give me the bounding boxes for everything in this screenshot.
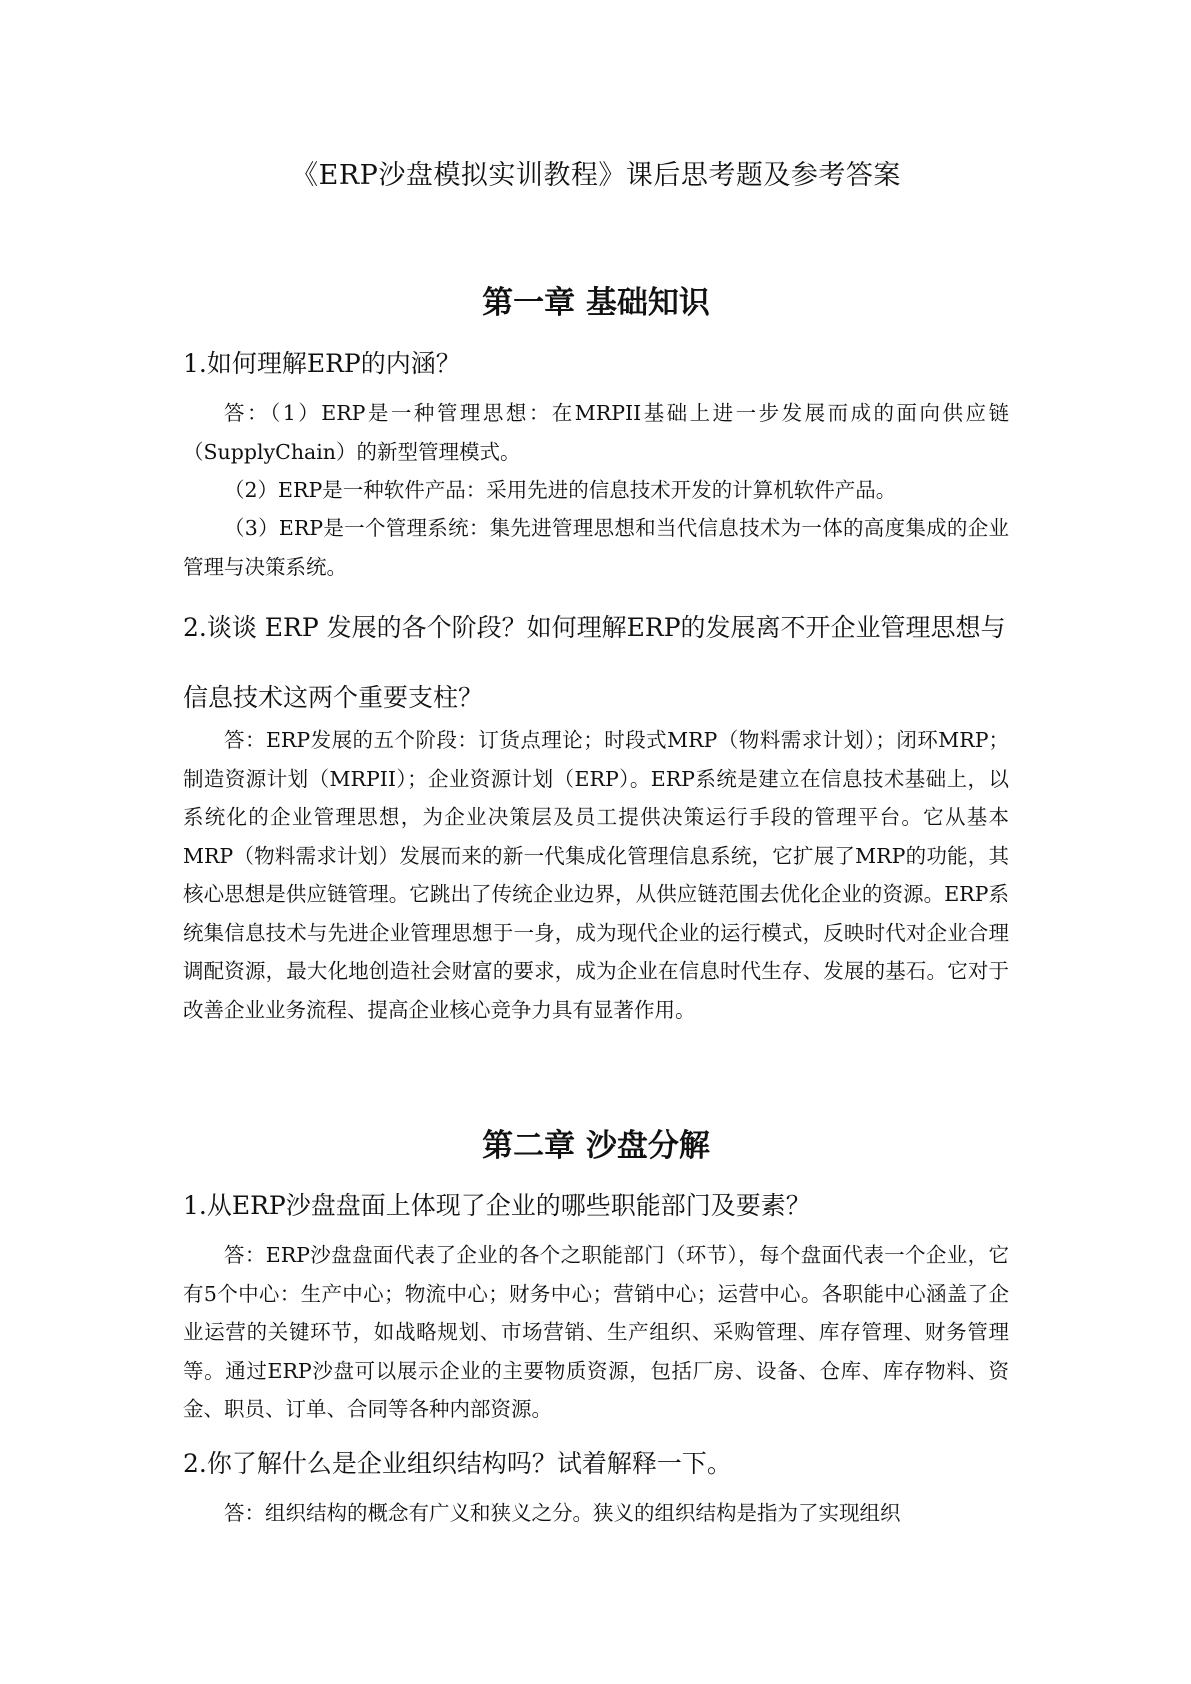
- answer-paragraph: 答：（1）ERP是一种管理思想：在MRPII基础上进一步发展而成的面向供应链（SupplyChain）的新型管理模式。: [183, 401, 1009, 464]
- answer-paragraph: 答：ERP沙盘盘面代表了企业的各个之职能部门（环节），每个盘面代表一个企业，它有5个中心：生产中心；物流中心；财务中心；营销中心；运营中心。各职能中心涵盖了企业运营的关键环节，如战略规划、市场营销、生产组织、采购管理、库存管理、财务管理等。通过ERP沙盘可以展示企业的主要物质资源，包括厂房、设备、仓库、库存物料、资金、职员、订单、合同等各种内部资源。: [183, 1243, 1009, 1421]
- answer-paragraph: （2）ERP是一种软件产品：采用先进的信息技术开发的计算机软件产品。: [224, 478, 897, 502]
- question-heading: 2.你了解什么是企业组织结构吗？试着解释一下。: [183, 1449, 732, 1478]
- document-page: [183, 0, 1009, 1684]
- answer-paragraph: （3）ERP是一个管理系统：集先进管理思想和当代信息技术为一体的高度集成的企业管理与决策系统。: [183, 516, 1009, 579]
- chapter-heading: 第一章 基础知识: [482, 285, 710, 321]
- question-heading: 1.从ERP沙盘盘面上体现了企业的哪些职能部门及要素？: [183, 1191, 811, 1220]
- answer-paragraph: 答：ERP发展的五个阶段：订货点理论；时段式MRP（物料需求计划）；闭环MRP；制造资源计划（MRPII）；企业资源计划（ERP）。ERP系统是建立在信息技术基础上，以系统化的企业管理思想，为企业决策层及员工提供决策运行手段的管理平台。它从基本 MRP（物料需求计划）发展而来的新一代集成化管理信息系统，它扩展了MRP的功能，其核心思想是供应链管理。它跳出了传统企业边界，从供应链范围去优化企业的资源。ERP系统集信息技术与先进企业管理思想于一身，成为现代企业的运行模式，反映时代对企业合理调配资源，最大化地创造社会财富的要求，成为企业在信息时代生存、发展的基石。它对于改善企业业务流程、提高企业核心竞争力具有显著作用。: [183, 728, 1009, 1022]
- document-title: 《ERP沙盘模拟实训教程》课后思考题及参考答案: [291, 160, 901, 191]
- answer-paragraph: 答：组织结构的概念有广义和狭义之分。狭义的组织结构是指为了实现组织: [224, 1501, 901, 1525]
- question-heading: 2.谈谈 ERP 发展的各个阶段？如何理解ERP的发展离不开企业管理思想与信息技术这两个重要支柱？: [183, 613, 1006, 712]
- chapter-heading: 第二章 沙盘分解: [482, 1128, 710, 1164]
- question-heading: 1.如何理解ERP的内涵？: [183, 349, 461, 378]
